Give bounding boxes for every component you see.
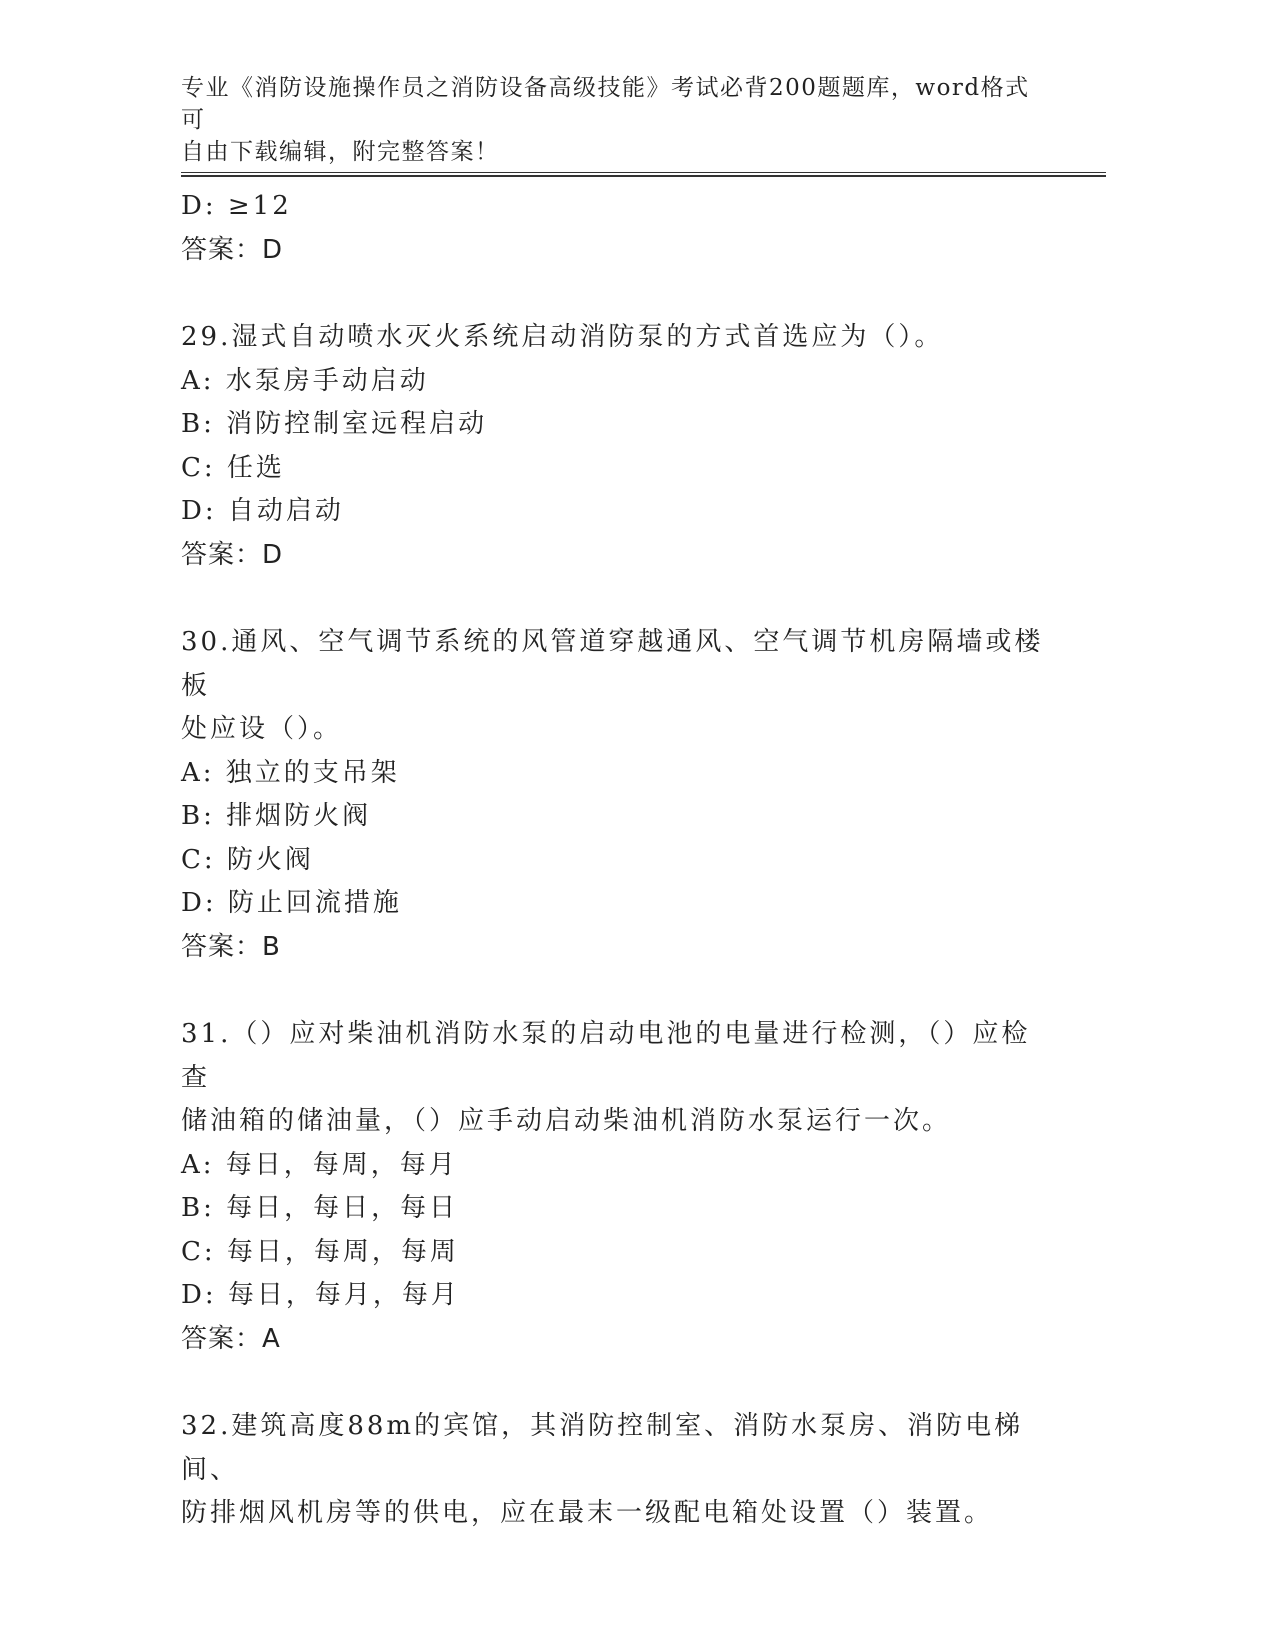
question-30 bbox=[181, 621, 1051, 969]
option-b: B: 排烟防火阀 bbox=[181, 801, 372, 831]
question-stem-continued: 防排烟风机房等的供电，应在最末一级配电箱处设置（）装置。 bbox=[181, 1498, 994, 1528]
question-stem-continued: 处应设（）。 bbox=[181, 714, 343, 744]
option-d: D: 自动启动 bbox=[181, 496, 344, 526]
option-c: C: 每日，每周，每周 bbox=[181, 1236, 459, 1267]
question-31 bbox=[181, 1013, 1051, 1361]
header-line-2: 自由下载编辑，附完整答案！ bbox=[181, 139, 500, 165]
question-stem: 29.湿式自动喷水灭火系统启动消防泵的方式首选应为（）。 bbox=[181, 322, 944, 352]
option-a: A: 每日，每周，每月 bbox=[181, 1149, 458, 1180]
option-c: C: 防火阀 bbox=[181, 844, 314, 875]
header-line-1: 专业《消防设施操作员之消防设备高级技能》考试必背200题题库，word格式可 bbox=[181, 75, 1030, 133]
option-a: A: 水泵房手动启动 bbox=[181, 365, 429, 396]
option-d: D: ≥12 bbox=[181, 191, 292, 221]
document-body bbox=[181, 185, 1051, 1536]
answer: 答案：D bbox=[181, 234, 284, 265]
option-d: D: 每日，每月，每月 bbox=[181, 1280, 460, 1310]
answer: 答案：B bbox=[181, 931, 281, 962]
question-29 bbox=[181, 316, 1051, 577]
answer: 答案：A bbox=[181, 1323, 281, 1354]
page-header bbox=[181, 72, 1041, 168]
question-stem-continued: 储油箱的储油量，（）应手动启动柴油机消防水泵运行一次。 bbox=[181, 1106, 952, 1136]
header-divider bbox=[181, 172, 1106, 177]
option-b: B: 每日，每日，每日 bbox=[181, 1193, 459, 1223]
question-stem: 30.通风、空气调节系统的风管道穿越通风、空气调节机房隔墙或楼板 bbox=[181, 627, 1044, 701]
question-28-continuation bbox=[181, 185, 1051, 272]
option-b: B: 消防控制室远程启动 bbox=[181, 409, 488, 439]
option-d: D: 防止回流措施 bbox=[181, 888, 402, 918]
option-a: A: 独立的支吊架 bbox=[181, 757, 400, 788]
option-c: C: 任选 bbox=[181, 452, 285, 483]
answer: 答案：D bbox=[181, 539, 284, 570]
question-stem: 31.（）应对柴油机消防水泵的启动电池的电量进行检测，（）应检查 bbox=[181, 1019, 1031, 1093]
question-32 bbox=[181, 1405, 1051, 1536]
question-stem: 32.建筑高度88m的宾馆，其消防控制室、消防水泵房、消防电梯间、 bbox=[181, 1411, 1024, 1485]
